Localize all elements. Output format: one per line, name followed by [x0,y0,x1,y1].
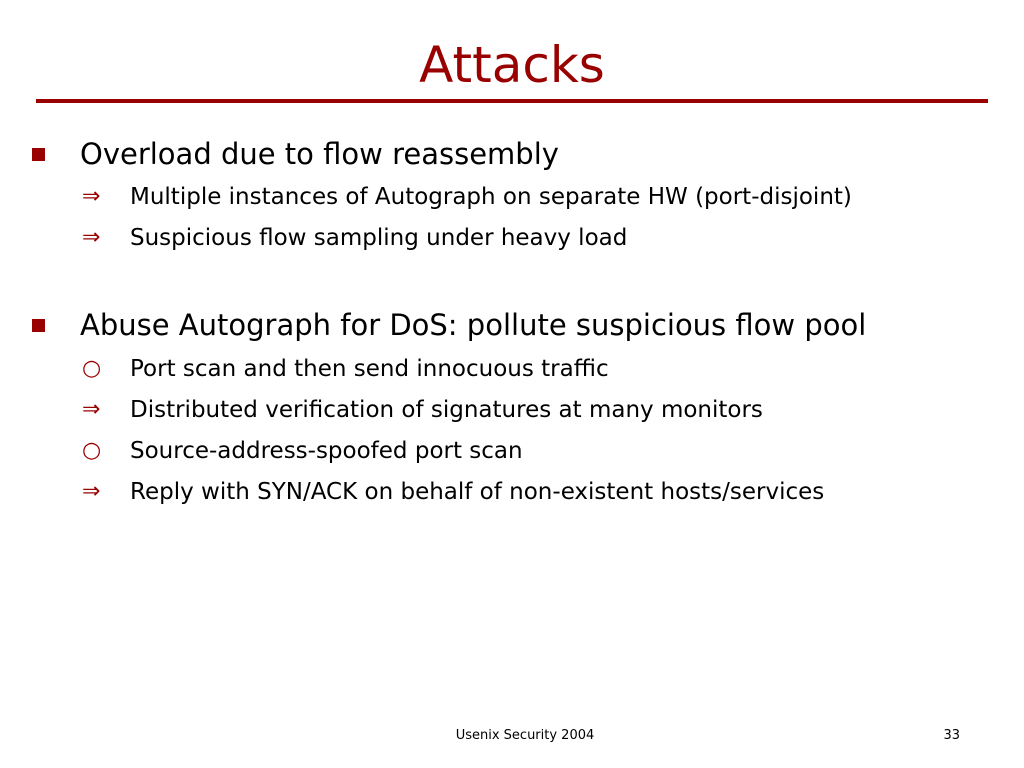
bullet-item [80,305,866,345]
sub-bullet-text: Port scan and then send innocuous traffic [130,356,609,382]
sub-bullet-item [82,222,628,254]
bullet-item [80,134,559,174]
implies-arrow-icon: ⇒ [82,184,101,209]
sub-bullet-item [82,181,852,213]
bullet-text: Abuse Autograph for DoS: pollute suspicious flow pool [80,308,867,342]
sub-bullet-text: Multiple instances of Autograph on separate HW (port-disjoint) [130,184,852,210]
sub-bullet-text: Distributed verification of signatures at many monitors [130,397,763,423]
sub-bullet-item [82,394,763,426]
bullet-text: Overload due to flow reassembly [80,137,559,171]
circle-bullet-icon: ○ [82,438,102,463]
circle-bullet-icon: ○ [82,356,102,381]
sub-bullet-item [82,353,609,385]
implies-arrow-icon: ⇒ [82,225,101,250]
square-bullet-icon [32,148,45,161]
slide-footer: Usenix Security 2004 [455,728,595,743]
slide-title: Attacks [419,36,605,94]
title-divider [36,99,988,103]
sub-bullet-text: Suspicious flow sampling under heavy load [130,225,628,251]
sub-bullet-item [82,435,523,467]
sub-bullet-text: Reply with SYN/ACK on behalf of non-existent hosts/services [130,479,825,505]
sub-bullet-item [82,476,825,508]
sub-bullet-text: Source-address-spoofed port scan [130,438,523,464]
square-bullet-icon [32,319,45,332]
page-number: 33 [943,728,960,743]
implies-arrow-icon: ⇒ [82,479,101,504]
implies-arrow-icon: ⇒ [82,397,101,422]
